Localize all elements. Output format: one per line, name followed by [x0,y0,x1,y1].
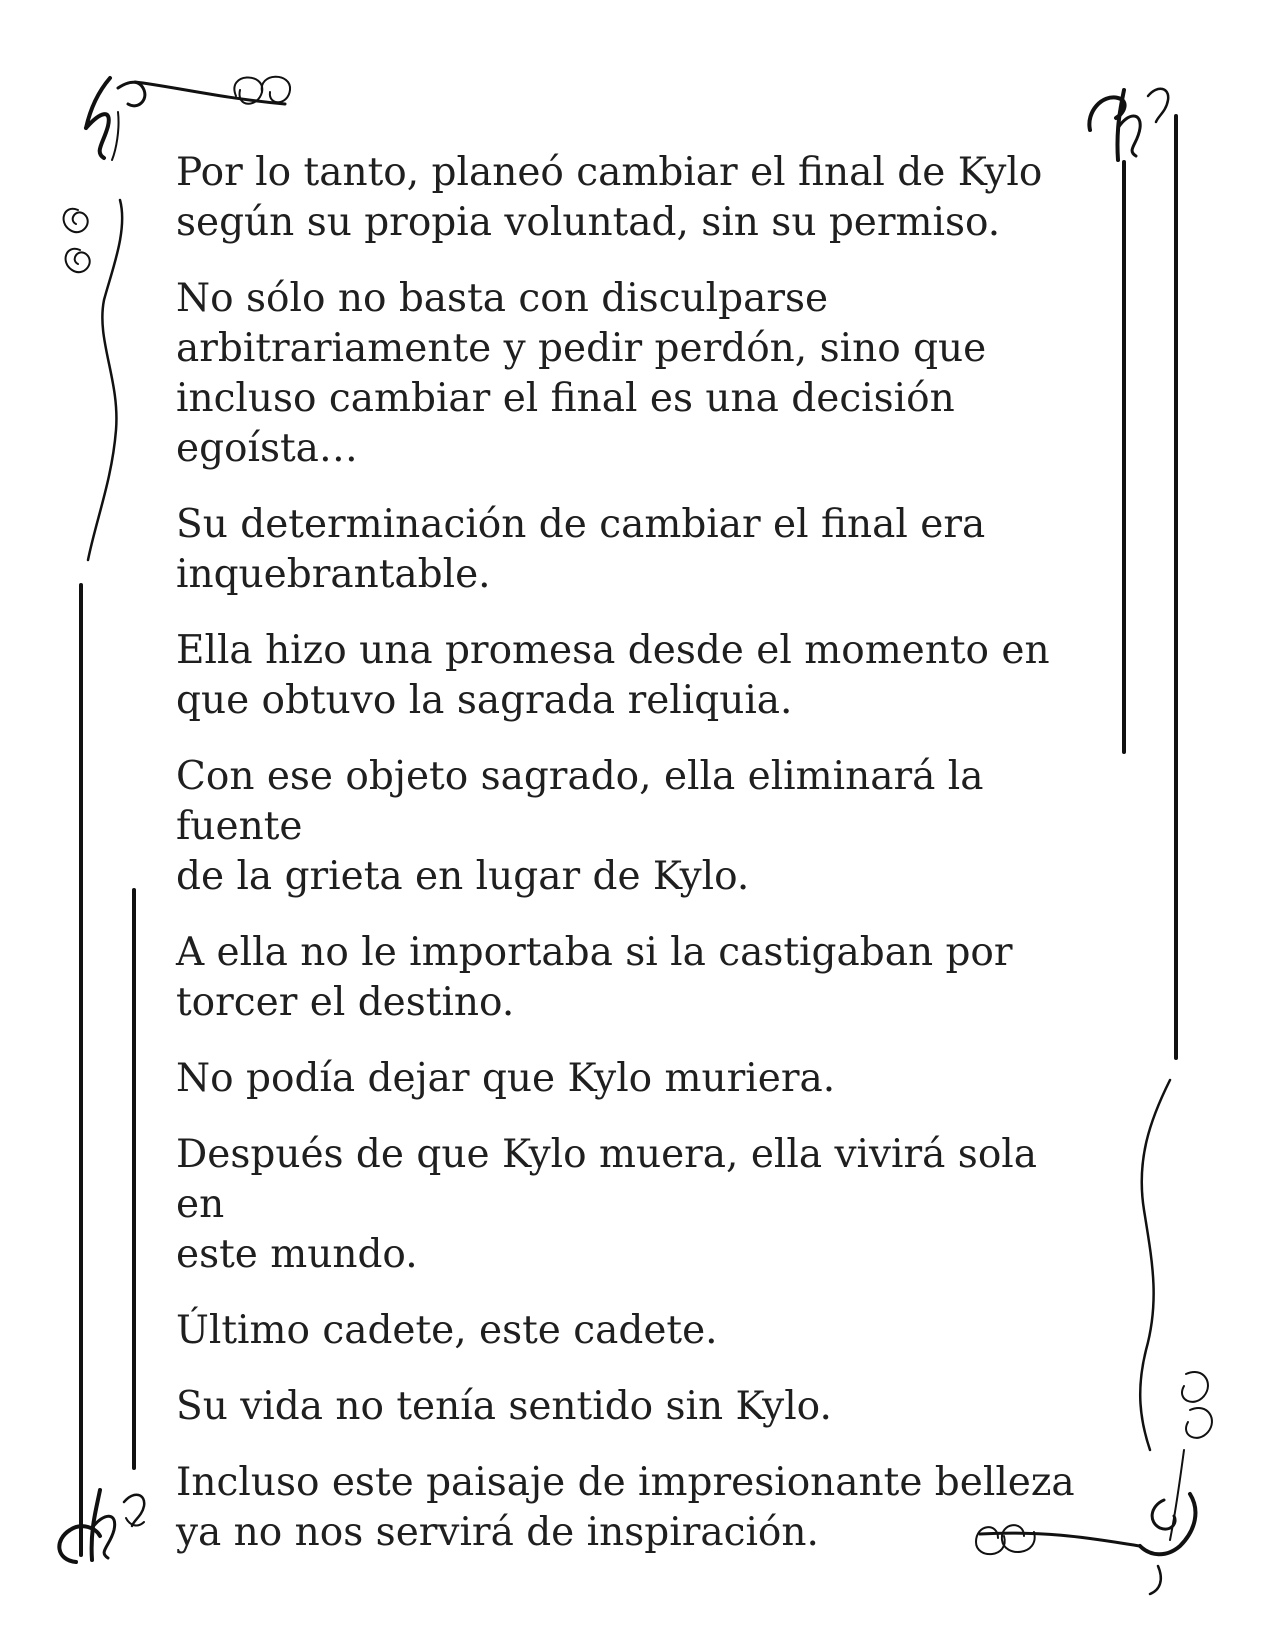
paragraph: Su determinación de cambiar el final era inquebrantable. [176,502,986,597]
paragraph: No sólo no basta con disculparse arbitrariamente y pedir perdón, sino que incluso cambiar el final es una decisión egoísta… [176,276,987,471]
bottom-left-flourish-icon [59,1490,144,1562]
paragraph: Con ese objeto sagrado, ella eliminará la fuente de la grieta en lugar de Kylo. [176,754,984,899]
paragraph: Por lo tanto, planeó cambiar el final de Kylo según su propia voluntad, sin su permiso. [176,150,1043,245]
paragraph: A ella no le importaba si la castigaban por torcer el destino. [176,930,1013,1025]
paragraph: Incluso este paisaje de impresionante belleza ya no nos servirá de inspiración. [176,1460,1075,1555]
paragraph: Ella hizo una promesa desde el momento en que obtuvo la sagrada reliquia. [176,628,1050,723]
top-right-flourish-icon [1089,89,1168,160]
paragraph: No podía dejar que Kylo muriera. [176,1056,836,1101]
paragraph: Último cadete, este cadete. [176,1308,718,1353]
document-body [176,148,1096,1584]
paragraph: Su vida no tenía sentido sin Kylo. [176,1384,832,1429]
paragraph: Después de que Kylo muera, ella vivirá sola en este mundo. [176,1132,1038,1277]
